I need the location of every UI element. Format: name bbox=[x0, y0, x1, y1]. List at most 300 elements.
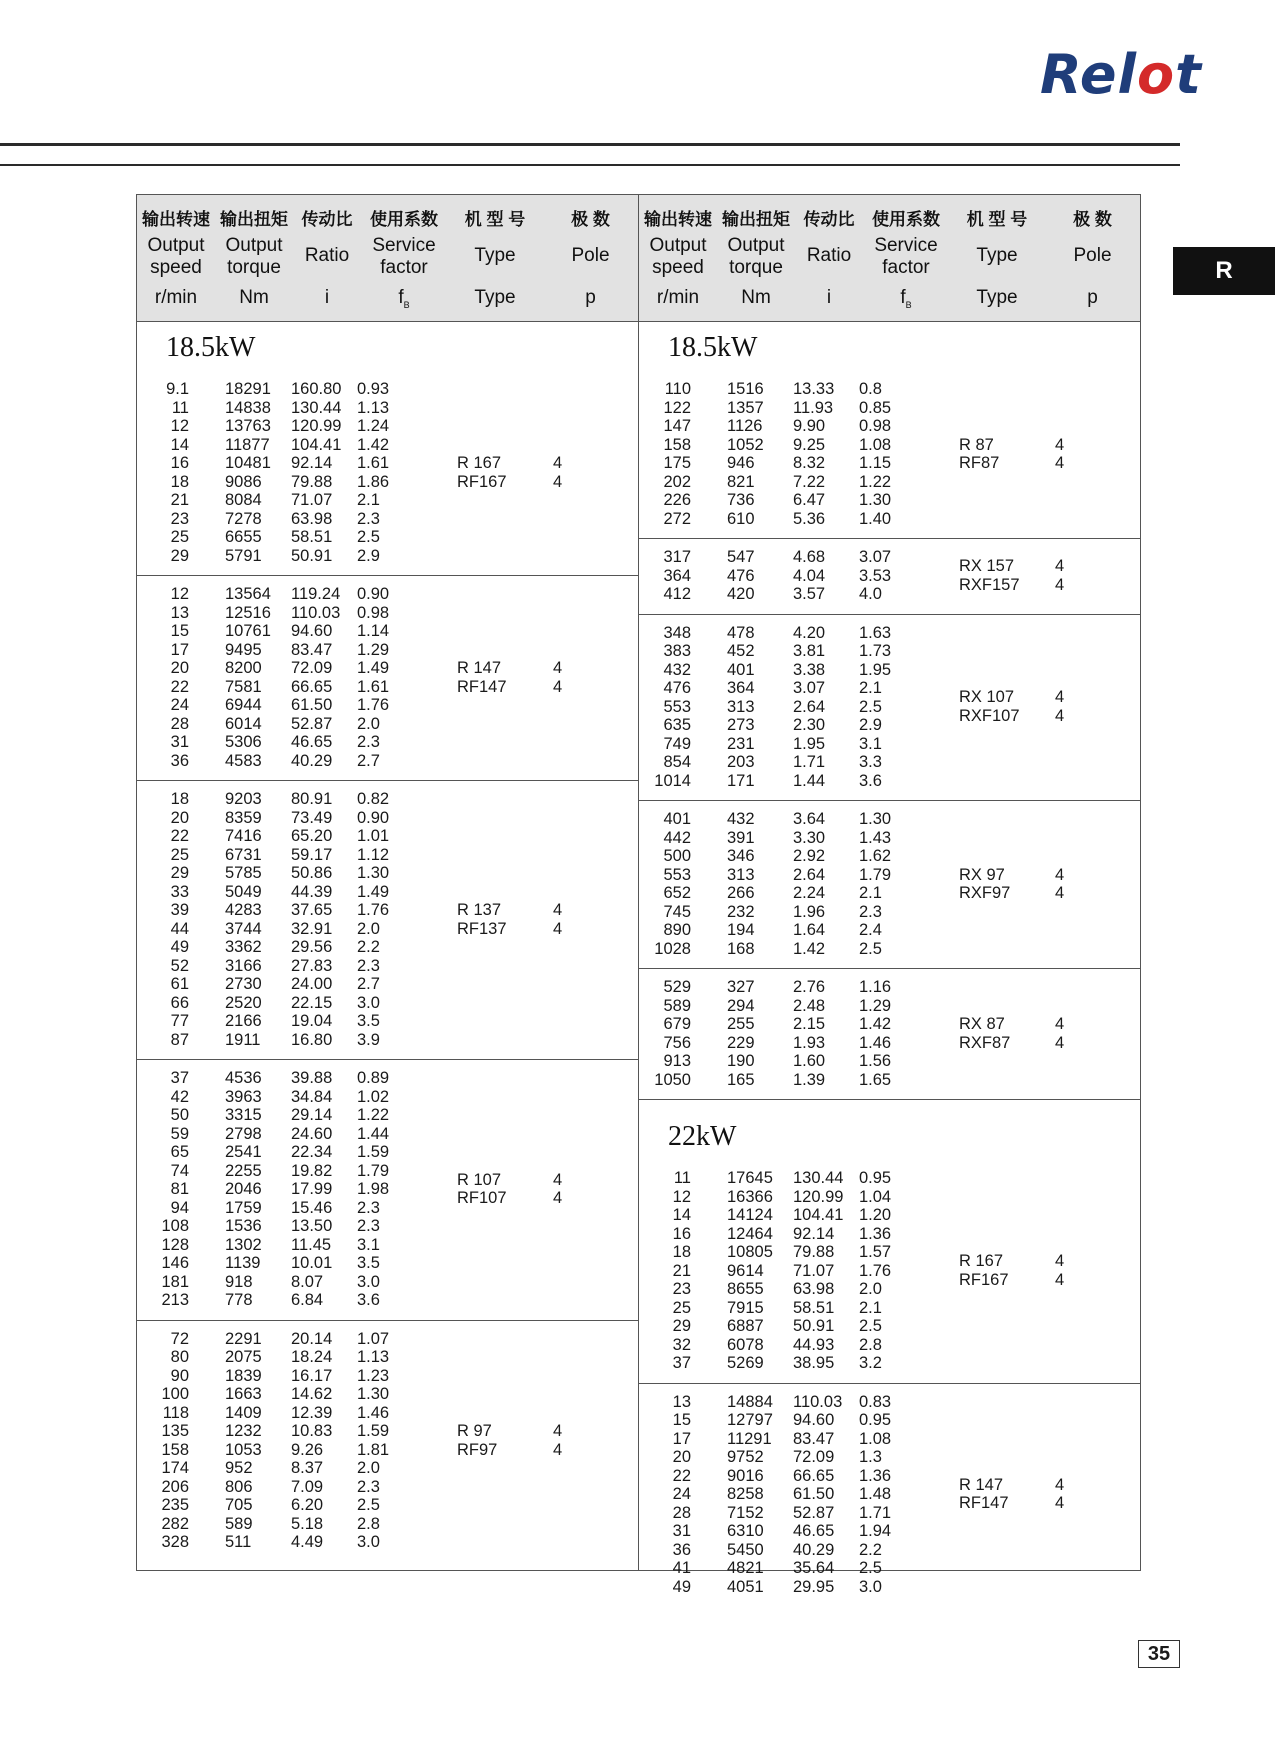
output-speed-cell: 272 bbox=[663, 509, 691, 528]
output-torque-cell: 2046 bbox=[225, 1180, 262, 1198]
output-speed-cell: 52 bbox=[170, 956, 189, 975]
output-speed-cell: 29 bbox=[672, 1317, 691, 1335]
output-torque-cell: 3166 bbox=[225, 956, 262, 975]
output-torque-cell: 346 bbox=[727, 847, 755, 865]
output-speed-cell: 913 bbox=[663, 1052, 691, 1070]
ratio-cell: 63.98 bbox=[793, 1280, 835, 1298]
output-torque-cell: 6310 bbox=[727, 1522, 764, 1540]
output-speed-cell: 9.1 bbox=[166, 380, 189, 398]
ratio-cell: 8.07 bbox=[291, 1272, 324, 1291]
header-zh-right-3: 使用系数 bbox=[872, 210, 940, 229]
output-speed-cell: 94 bbox=[170, 1198, 189, 1217]
output-torque-cell: 946 bbox=[727, 454, 755, 472]
output-speed-cell: 33 bbox=[170, 882, 189, 901]
ratio-cell: 6.84 bbox=[291, 1291, 324, 1309]
service-factor-cell: 3.07 bbox=[859, 548, 892, 566]
service-factor-cell: 1.16 bbox=[859, 978, 892, 996]
pole-cell: 4 bbox=[1055, 688, 1065, 707]
ratio-cell: 110.03 bbox=[291, 603, 341, 622]
service-factor-cell: 1.29 bbox=[859, 996, 892, 1015]
output-speed-cell: 72 bbox=[170, 1329, 189, 1348]
service-factor-cell: 1.42 bbox=[357, 435, 390, 454]
service-factor-cell: 0.90 bbox=[357, 585, 390, 603]
service-factor-cell: 1.22 bbox=[859, 472, 892, 491]
service-factor-cell: 1.49 bbox=[357, 659, 390, 677]
header-en-left-4: Type bbox=[474, 245, 516, 266]
type-flange-code: RF167 bbox=[457, 472, 507, 491]
output-speed-cell: 25 bbox=[170, 845, 189, 864]
header-en-left-3: Service factor bbox=[372, 235, 436, 278]
service-factor-cell: 2.0 bbox=[357, 1459, 380, 1477]
type-code: RX 87 bbox=[959, 1015, 1005, 1033]
pole-cell: 4 bbox=[553, 1170, 563, 1189]
output-speed-cell: 158 bbox=[663, 435, 691, 454]
power-title: 18.5kW bbox=[668, 332, 758, 363]
type-code: R 167 bbox=[457, 454, 502, 472]
pole-cell: 4 bbox=[1055, 435, 1065, 454]
type-code: R 167 bbox=[959, 1252, 1004, 1271]
service-factor-cell: 1.59 bbox=[357, 1422, 390, 1440]
output-torque-cell: 266 bbox=[727, 884, 755, 902]
header-units-right-0: r/min bbox=[656, 287, 700, 308]
type-code: R 87 bbox=[959, 435, 994, 454]
output-speed-cell: 16 bbox=[170, 454, 189, 472]
header-zh-right-1: 输出扭矩 bbox=[722, 210, 790, 229]
output-torque-cell: 313 bbox=[727, 697, 755, 716]
service-factor-cell: 2.9 bbox=[357, 546, 380, 565]
ratio-cell: 8.32 bbox=[793, 454, 826, 472]
output-torque-cell: 4536 bbox=[225, 1069, 262, 1087]
header-en-right-2: Ratio bbox=[806, 245, 852, 266]
output-speed-cell: 890 bbox=[663, 921, 691, 939]
service-factor-cell: 1.23 bbox=[357, 1366, 390, 1385]
output-speed-cell: 61 bbox=[170, 975, 189, 993]
output-torque-cell: 3315 bbox=[225, 1106, 262, 1124]
ratio-cell: 80.91 bbox=[291, 790, 333, 808]
output-torque-cell: 10761 bbox=[225, 622, 271, 640]
service-factor-cell: 1.59 bbox=[357, 1143, 390, 1161]
output-speed-cell: 41 bbox=[672, 1559, 691, 1577]
section-tab-r[interactable]: R bbox=[1173, 247, 1275, 295]
ratio-cell: 34.84 bbox=[291, 1087, 333, 1106]
output-torque-cell: 1126 bbox=[727, 417, 763, 435]
service-factor-cell: 1.04 bbox=[859, 1187, 892, 1206]
service-factor-cell: 1.65 bbox=[859, 1070, 892, 1089]
ratio-cell: 2.92 bbox=[793, 847, 826, 865]
header-zh-left-2: 传动比 bbox=[301, 210, 353, 229]
service-factor-cell: 2.1 bbox=[357, 491, 380, 509]
pole-cell: 4 bbox=[1055, 454, 1065, 472]
output-speed-cell: 80 bbox=[170, 1348, 189, 1366]
page-number: 35 bbox=[1138, 1640, 1180, 1668]
header-zh-left-5: 极 数 bbox=[571, 210, 610, 229]
ratio-cell: 4.49 bbox=[291, 1533, 324, 1551]
output-speed-cell: 81 bbox=[170, 1180, 189, 1198]
service-factor-cell: 3.6 bbox=[859, 771, 882, 790]
output-torque-cell: 194 bbox=[727, 921, 755, 939]
output-torque-cell: 9614 bbox=[727, 1261, 764, 1280]
service-factor-cell: 0.83 bbox=[859, 1392, 892, 1411]
service-factor-cell: 2.4 bbox=[859, 921, 882, 939]
ratio-cell: 32.91 bbox=[291, 919, 333, 938]
ratio-cell: 120.99 bbox=[793, 1187, 844, 1206]
service-factor-cell: 2.1 bbox=[859, 884, 882, 902]
header-en-right-1: Output torque bbox=[727, 235, 785, 278]
ratio-cell: 16.80 bbox=[291, 1030, 333, 1049]
output-speed-cell: 50 bbox=[170, 1106, 189, 1124]
output-speed-cell: 15 bbox=[170, 622, 189, 640]
output-speed-cell: 756 bbox=[663, 1033, 691, 1052]
ratio-cell: 40.29 bbox=[291, 751, 333, 770]
output-speed-cell: 18 bbox=[170, 472, 189, 491]
ratio-cell: 1.39 bbox=[793, 1070, 826, 1089]
output-speed-cell: 100 bbox=[161, 1385, 189, 1403]
output-torque-cell: 2255 bbox=[225, 1161, 262, 1180]
ratio-cell: 120.99 bbox=[291, 417, 342, 435]
output-torque-cell: 1302 bbox=[225, 1235, 262, 1254]
output-speed-cell: 12 bbox=[170, 585, 189, 603]
ratio-cell: 1.93 bbox=[793, 1033, 826, 1052]
service-factor-cell: 4.0 bbox=[859, 585, 882, 603]
header-units-left-3: $f_B$ bbox=[398, 287, 410, 310]
ratio-cell: 9.25 bbox=[793, 435, 826, 454]
output-torque-cell: 232 bbox=[727, 902, 755, 921]
output-torque-cell: 1759 bbox=[225, 1198, 262, 1217]
output-speed-cell: 36 bbox=[170, 751, 189, 770]
power-title: 22kW bbox=[668, 1121, 737, 1152]
pole-cell: 4 bbox=[553, 1440, 563, 1459]
output-torque-cell: 2798 bbox=[225, 1124, 262, 1143]
output-speed-cell: 28 bbox=[170, 714, 189, 733]
header-units-left-1: Nm bbox=[239, 287, 269, 308]
output-torque-cell: 9203 bbox=[225, 790, 262, 808]
output-speed-cell: 175 bbox=[663, 454, 691, 472]
service-factor-cell: 1.98 bbox=[357, 1180, 390, 1198]
output-torque-cell: 6014 bbox=[225, 714, 262, 733]
header-en-left-1: Output torque bbox=[225, 235, 283, 278]
output-torque-cell: 6944 bbox=[225, 696, 262, 714]
header-en-right-5: Pole bbox=[1073, 245, 1112, 266]
header-units-right-3: $f_B$ bbox=[900, 287, 912, 310]
ratio-cell: 46.65 bbox=[793, 1522, 835, 1540]
output-torque-cell: 821 bbox=[727, 472, 755, 491]
ratio-cell: 119.24 bbox=[291, 585, 341, 603]
ratio-cell: 1.64 bbox=[793, 921, 826, 939]
ratio-cell: 13.33 bbox=[793, 380, 835, 398]
column-divider bbox=[638, 194, 639, 1570]
output-torque-cell: 2075 bbox=[225, 1348, 262, 1366]
output-speed-cell: 77 bbox=[170, 1012, 189, 1030]
output-speed-cell: 87 bbox=[170, 1030, 189, 1049]
ratio-cell: 46.65 bbox=[291, 733, 333, 751]
output-torque-cell: 12797 bbox=[727, 1411, 773, 1429]
output-speed-cell: 147 bbox=[663, 417, 691, 435]
service-factor-cell: 1.46 bbox=[357, 1403, 390, 1422]
service-factor-cell: 2.3 bbox=[357, 1198, 380, 1217]
output-speed-cell: 174 bbox=[161, 1459, 189, 1477]
service-factor-cell: 1.30 bbox=[357, 1385, 390, 1403]
ratio-cell: 71.07 bbox=[291, 491, 333, 509]
type-flange-code: RF107 bbox=[457, 1189, 507, 1208]
ratio-cell: 73.49 bbox=[291, 808, 333, 827]
output-torque-cell: 203 bbox=[727, 753, 755, 771]
output-speed-cell: 226 bbox=[663, 491, 691, 509]
group-separator bbox=[639, 968, 1140, 969]
output-speed-cell: 745 bbox=[663, 902, 691, 921]
output-speed-cell: 12 bbox=[672, 1187, 691, 1206]
service-factor-cell: 2.5 bbox=[859, 697, 882, 716]
output-speed-cell: 412 bbox=[663, 585, 691, 603]
service-factor-cell: 2.5 bbox=[357, 1496, 380, 1514]
output-torque-cell: 6655 bbox=[225, 528, 262, 546]
ratio-cell: 59.17 bbox=[291, 845, 333, 864]
output-speed-cell: 39 bbox=[170, 901, 189, 919]
ratio-cell: 44.39 bbox=[291, 882, 333, 901]
output-speed-cell: 652 bbox=[663, 884, 691, 902]
service-factor-cell: 1.79 bbox=[859, 865, 892, 884]
output-torque-cell: 2520 bbox=[225, 993, 262, 1012]
output-torque-cell: 2730 bbox=[225, 975, 262, 993]
type-code: R 147 bbox=[457, 659, 502, 677]
output-speed-cell: 36 bbox=[672, 1540, 691, 1559]
pole-cell: 4 bbox=[553, 472, 563, 491]
pole-cell: 4 bbox=[553, 454, 563, 472]
output-torque-cell: 7152 bbox=[727, 1503, 764, 1522]
group-separator bbox=[639, 614, 1140, 615]
ratio-cell: 1.95 bbox=[793, 734, 826, 753]
ratio-cell: 38.95 bbox=[793, 1354, 835, 1372]
ratio-cell: 72.09 bbox=[793, 1448, 835, 1466]
output-torque-cell: 3744 bbox=[225, 919, 262, 938]
output-torque-cell: 1139 bbox=[225, 1254, 261, 1272]
group-separator bbox=[639, 1383, 1140, 1384]
service-factor-cell: 2.5 bbox=[859, 939, 882, 958]
ratio-cell: 52.87 bbox=[793, 1503, 835, 1522]
type-flange-code: RF97 bbox=[457, 1440, 498, 1459]
group-separator bbox=[137, 780, 638, 781]
output-speed-cell: 181 bbox=[161, 1272, 189, 1291]
ratio-cell: 29.95 bbox=[793, 1577, 835, 1596]
output-speed-cell: 90 bbox=[170, 1366, 189, 1385]
service-factor-cell: 1.61 bbox=[357, 677, 390, 696]
output-speed-cell: 348 bbox=[663, 623, 691, 642]
ratio-cell: 71.07 bbox=[793, 1261, 835, 1280]
output-speed-cell: 14 bbox=[170, 435, 189, 454]
output-speed-cell: 23 bbox=[170, 509, 189, 528]
group-separator bbox=[639, 538, 1140, 539]
output-torque-cell: 420 bbox=[727, 585, 755, 603]
service-factor-cell: 2.5 bbox=[357, 528, 380, 546]
service-factor-cell: 3.0 bbox=[859, 1577, 882, 1596]
output-torque-cell: 9086 bbox=[225, 472, 262, 491]
service-factor-cell: 1.01 bbox=[357, 827, 390, 845]
header-en-left-2: Ratio bbox=[304, 245, 350, 266]
service-factor-cell: 1.81 bbox=[357, 1440, 390, 1459]
output-torque-cell: 7581 bbox=[225, 677, 262, 696]
output-torque-cell: 13763 bbox=[225, 417, 271, 435]
output-torque-cell: 1536 bbox=[225, 1217, 262, 1235]
output-speed-cell: 21 bbox=[672, 1261, 691, 1280]
output-speed-cell: 31 bbox=[672, 1522, 691, 1540]
service-factor-cell: 1.30 bbox=[357, 864, 390, 882]
output-speed-cell: 14 bbox=[672, 1206, 691, 1224]
output-torque-cell: 171 bbox=[727, 771, 755, 790]
output-torque-cell: 168 bbox=[727, 939, 755, 958]
ratio-cell: 8.37 bbox=[291, 1459, 324, 1477]
type-code: RX 157 bbox=[959, 557, 1015, 576]
service-factor-cell: 3.6 bbox=[357, 1291, 380, 1309]
output-speed-cell: 12 bbox=[170, 417, 189, 435]
service-factor-cell: 3.1 bbox=[859, 734, 882, 753]
service-factor-cell: 2.7 bbox=[357, 751, 380, 770]
ratio-cell: 110.03 bbox=[793, 1392, 843, 1411]
pole-cell: 4 bbox=[1055, 1015, 1065, 1033]
header-en-right-4: Type bbox=[976, 245, 1018, 266]
service-factor-cell: 1.29 bbox=[357, 640, 390, 659]
service-factor-cell: 1.76 bbox=[357, 901, 390, 919]
type-flange-code: RXF107 bbox=[959, 706, 1020, 725]
output-speed-cell: 854 bbox=[663, 753, 691, 771]
service-factor-cell: 2.1 bbox=[859, 679, 882, 697]
output-torque-cell: 8655 bbox=[727, 1280, 764, 1298]
output-speed-cell: 110 bbox=[664, 380, 691, 398]
pole-cell: 4 bbox=[1055, 1270, 1065, 1289]
ratio-cell: 10.01 bbox=[291, 1254, 333, 1272]
output-torque-cell: 1232 bbox=[225, 1422, 262, 1440]
ratio-cell: 14.62 bbox=[291, 1385, 333, 1403]
output-speed-cell: 44 bbox=[170, 919, 189, 938]
power-title: 18.5kW bbox=[166, 332, 256, 363]
output-torque-cell: 1911 bbox=[225, 1030, 261, 1049]
ratio-cell: 79.88 bbox=[793, 1243, 835, 1261]
output-torque-cell: 2166 bbox=[225, 1012, 262, 1030]
service-factor-cell: 2.9 bbox=[859, 716, 882, 734]
output-torque-cell: 5450 bbox=[727, 1540, 764, 1559]
ratio-cell: 24.00 bbox=[291, 975, 333, 993]
output-speed-cell: 679 bbox=[663, 1015, 691, 1033]
header-rule-bottom bbox=[0, 164, 1180, 166]
output-torque-cell: 478 bbox=[727, 623, 755, 642]
ratio-cell: 22.34 bbox=[291, 1143, 333, 1161]
ratio-cell: 7.22 bbox=[793, 472, 826, 491]
output-speed-cell: 13 bbox=[672, 1392, 691, 1411]
output-speed-cell: 1050 bbox=[654, 1070, 691, 1089]
output-torque-cell: 294 bbox=[727, 996, 755, 1015]
service-factor-cell: 2.3 bbox=[357, 1217, 380, 1235]
output-speed-cell: 66 bbox=[170, 993, 189, 1012]
service-factor-cell: 0.95 bbox=[859, 1169, 892, 1187]
output-speed-cell: 29 bbox=[170, 864, 189, 882]
output-speed-cell: 476 bbox=[663, 679, 691, 697]
service-factor-cell: 0.82 bbox=[357, 790, 390, 808]
pole-cell: 4 bbox=[1055, 575, 1065, 594]
ratio-cell: 44.93 bbox=[793, 1335, 835, 1354]
output-torque-cell: 18291 bbox=[225, 380, 271, 398]
output-torque-cell: 7915 bbox=[727, 1298, 764, 1317]
output-speed-cell: 16 bbox=[672, 1224, 691, 1243]
pole-cell: 4 bbox=[1055, 1252, 1065, 1271]
type-code: R 107 bbox=[457, 1170, 502, 1189]
service-factor-cell: 1.12 bbox=[357, 845, 390, 864]
service-factor-cell: 2.3 bbox=[859, 902, 882, 921]
ratio-cell: 66.65 bbox=[291, 677, 333, 696]
ratio-cell: 35.64 bbox=[793, 1559, 835, 1577]
gear-selection-table bbox=[136, 194, 1141, 1596]
service-factor-cell: 1.73 bbox=[859, 642, 892, 660]
output-speed-cell: 1028 bbox=[654, 939, 691, 958]
output-speed-cell: 135 bbox=[161, 1422, 189, 1440]
output-torque-cell: 7416 bbox=[225, 827, 262, 845]
output-torque-cell: 432 bbox=[727, 810, 755, 828]
type-flange-code: RXF97 bbox=[959, 884, 1011, 902]
service-factor-cell: 0.90 bbox=[357, 808, 390, 827]
output-speed-cell: 317 bbox=[663, 548, 691, 566]
output-torque-cell: 11877 bbox=[225, 435, 270, 454]
ratio-cell: 10.83 bbox=[291, 1422, 333, 1440]
output-speed-cell: 65 bbox=[170, 1143, 189, 1161]
service-factor-cell: 1.20 bbox=[859, 1206, 892, 1224]
output-torque-cell: 229 bbox=[727, 1033, 755, 1052]
pole-cell: 4 bbox=[553, 677, 563, 696]
service-factor-cell: 1.42 bbox=[859, 1015, 892, 1033]
ratio-cell: 130.44 bbox=[793, 1169, 844, 1187]
output-speed-cell: 49 bbox=[170, 938, 189, 956]
output-torque-cell: 1516 bbox=[727, 380, 764, 398]
output-speed-cell: 122 bbox=[663, 398, 691, 417]
ratio-cell: 94.60 bbox=[291, 622, 333, 640]
output-torque-cell: 364 bbox=[727, 679, 755, 697]
ratio-cell: 7.09 bbox=[291, 1477, 324, 1496]
pole-cell: 4 bbox=[553, 659, 563, 677]
output-torque-cell: 3963 bbox=[225, 1087, 262, 1106]
ratio-cell: 18.24 bbox=[291, 1348, 333, 1366]
output-speed-cell: 529 bbox=[663, 978, 691, 996]
output-torque-cell: 16366 bbox=[727, 1187, 773, 1206]
header-zh-left-3: 使用系数 bbox=[370, 210, 438, 229]
service-factor-cell: 2.0 bbox=[859, 1280, 882, 1298]
header-zh-left-1: 输出扭矩 bbox=[220, 210, 288, 229]
output-torque-cell: 7278 bbox=[225, 509, 262, 528]
output-torque-cell: 13564 bbox=[225, 585, 271, 603]
service-factor-cell: 2.5 bbox=[859, 1559, 882, 1577]
pole-cell: 4 bbox=[1055, 1494, 1065, 1513]
ratio-cell: 20.14 bbox=[291, 1329, 333, 1348]
output-torque-cell: 190 bbox=[727, 1052, 755, 1070]
ratio-cell: 1.44 bbox=[793, 771, 826, 790]
service-factor-cell: 1.36 bbox=[859, 1224, 892, 1243]
pole-cell: 4 bbox=[553, 1422, 563, 1440]
pole-cell: 4 bbox=[1055, 1475, 1065, 1494]
service-factor-cell: 1.30 bbox=[859, 491, 892, 509]
ratio-cell: 130.44 bbox=[291, 398, 342, 417]
header-en-left-0: Output speed bbox=[147, 235, 205, 278]
service-factor-cell: 3.2 bbox=[859, 1354, 882, 1372]
ratio-cell: 3.07 bbox=[793, 679, 826, 697]
output-speed-cell: 59 bbox=[170, 1124, 189, 1143]
output-speed-cell: 42 bbox=[170, 1087, 189, 1106]
type-flange-code: RF137 bbox=[457, 919, 507, 938]
ratio-cell: 1.71 bbox=[793, 753, 826, 771]
ratio-cell: 12.39 bbox=[291, 1403, 333, 1422]
output-speed-cell: 500 bbox=[663, 847, 691, 865]
service-factor-cell: 0.8 bbox=[859, 380, 882, 398]
output-torque-cell: 476 bbox=[727, 566, 755, 585]
ratio-cell: 2.30 bbox=[793, 716, 826, 734]
ratio-cell: 1.96 bbox=[793, 902, 826, 921]
service-factor-cell: 1.24 bbox=[357, 417, 390, 435]
output-torque-cell: 5791 bbox=[225, 546, 262, 565]
ratio-cell: 50.91 bbox=[793, 1317, 835, 1335]
